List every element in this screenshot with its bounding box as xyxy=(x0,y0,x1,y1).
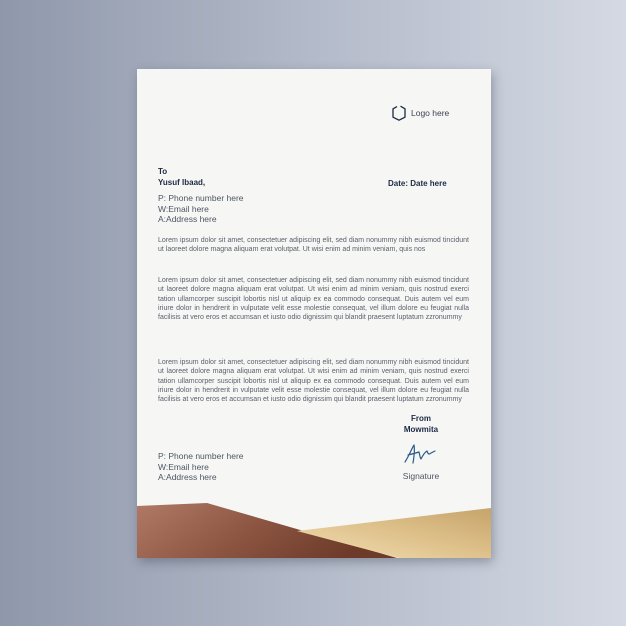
address-line: A:Address here xyxy=(158,472,217,482)
hexagon-logo-icon xyxy=(392,105,406,121)
logo xyxy=(392,105,449,121)
recipient-name: Yusuf Ibaad, xyxy=(158,178,206,187)
letterhead-page xyxy=(137,69,491,558)
email-line: W:Email here xyxy=(158,203,209,214)
phone-line: P: Phone number here xyxy=(158,451,244,461)
logo-text: Logo here xyxy=(411,108,450,118)
contact-block-top xyxy=(158,193,244,225)
from-label: From xyxy=(411,414,431,423)
sender-block xyxy=(390,413,452,435)
recipient-block xyxy=(158,166,205,188)
body-paragraph-1: Lorem ipsum dolor sit amet, consectetuer adipiscing elit, sed diam nonummy nibh euismod tincidunt ut laoreet dolore magna aliquam erat volutpat. Ut wisi enim ad minim veniam, quis nos xyxy=(158,237,469,254)
footer-decoration xyxy=(137,498,491,558)
date-line: Date: Date here xyxy=(388,179,447,188)
phone-line: P: Phone number here xyxy=(158,193,244,203)
email-line: W:Email here xyxy=(158,461,209,472)
body-paragraph-3: Lorem ipsum dolor sit amet, consectetuer adipiscing elit, sed diam nonummy nibh euismod tincidunt ut laoreet dolore magna aliquam erat volutpat. Ut wisi enim ad minim veniam, quis nostrud exerci tation ullamcorper suscipit lobortis nisl ut aliquip ex ea commodo consequat. Duis autem vel eum iriure dolor in hendrerit in vulputate velit esse molestie consequat, vel illum dolore eu feugiat nulla facilisis at vero eros et accumsan et iusto odio dignissim qui blandit praesent luptatum zzronummy xyxy=(158,359,469,404)
signature-scribble xyxy=(402,442,438,466)
address-line: A:Address here xyxy=(158,214,217,224)
to-label: To xyxy=(158,167,168,176)
signature-label: Signature xyxy=(402,471,440,481)
contact-block-bottom xyxy=(158,451,244,483)
sender-name: Mowmita xyxy=(403,425,439,434)
body-paragraph-2: Lorem ipsum dolor sit amet, consectetuer adipiscing elit, sed diam nonummy nibh euismod tincidunt ut laoreet dolore magna aliquam erat volutpat. Ut wisi enim ad minim veniam, quis nostrud exerci tation ullamcorper suscipit lobortis nisl ut aliquip ex ea commodo consequat. Duis autem vel eum iriure dolor in hendrerit in vulputate velit esse molestie consequat, vel illum dolore eu feugiat nulla facilisis at vero eros et accumsan et iusto odio dignissim qui blandit praesent luptatum zzronummy xyxy=(158,277,469,322)
